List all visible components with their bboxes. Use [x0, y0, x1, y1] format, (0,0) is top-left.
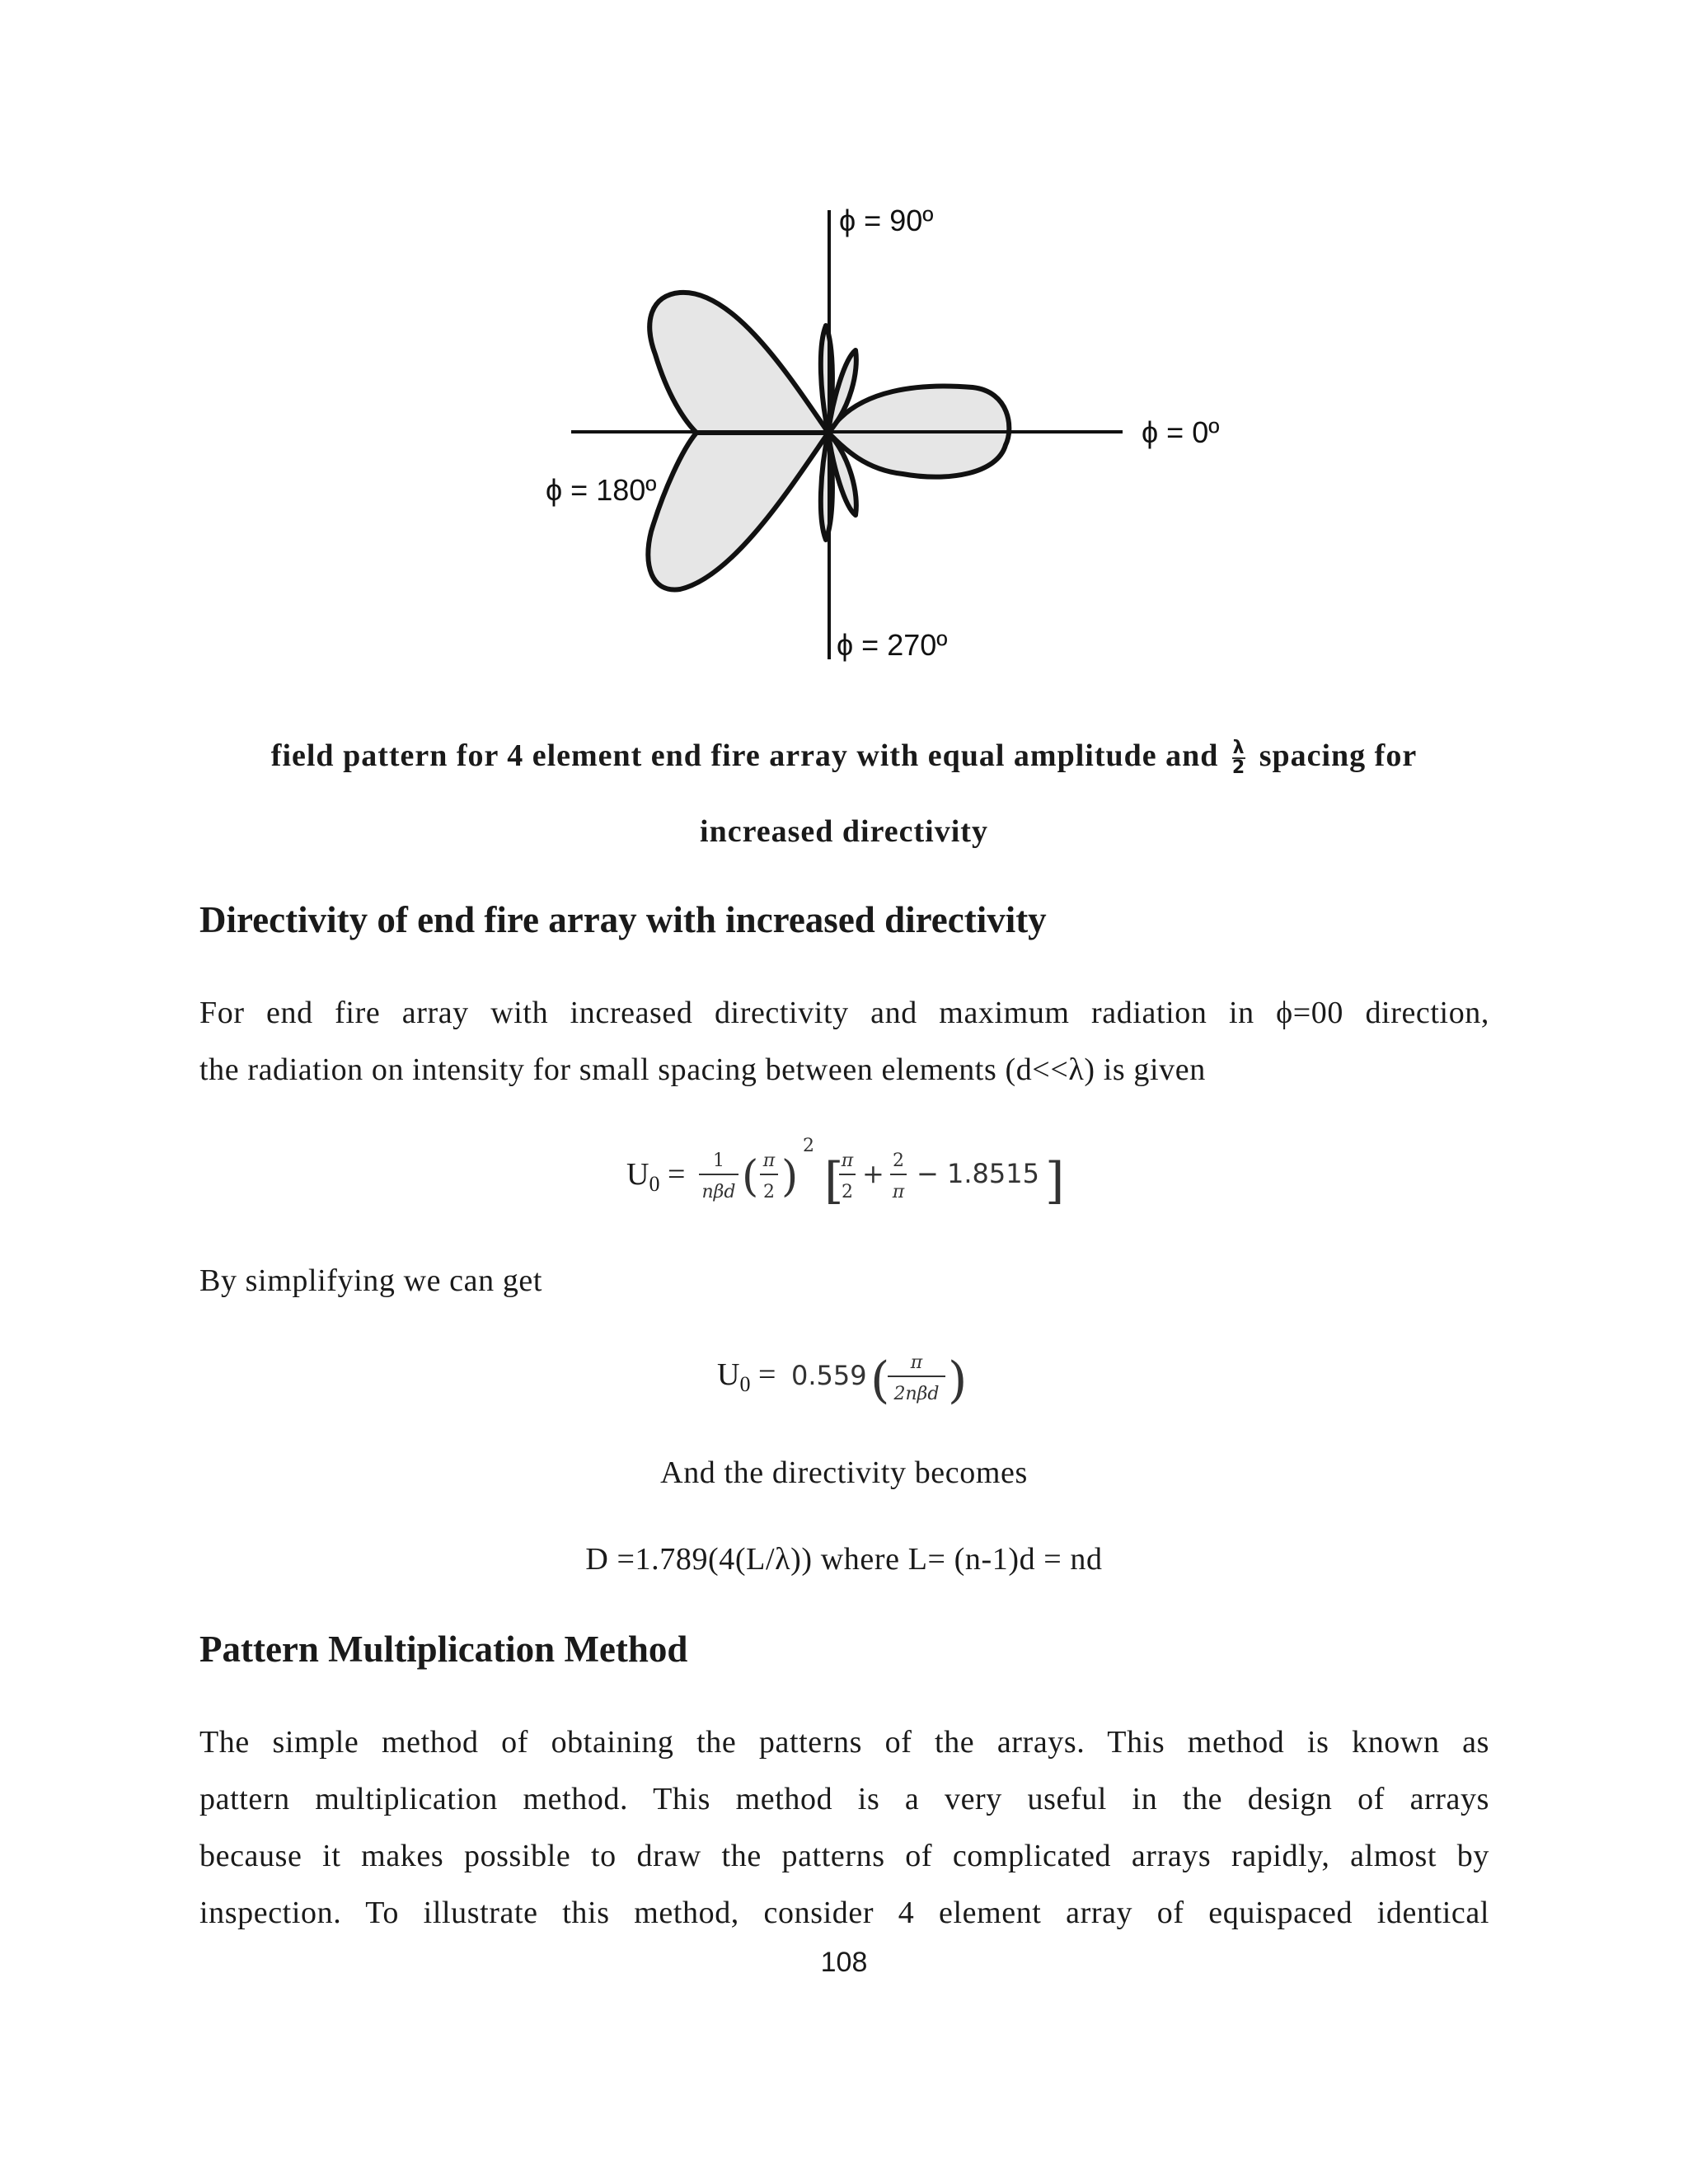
- equation-u0-full-svg: [626, 1133, 1071, 1224]
- fraction-denominator: 2: [1231, 757, 1246, 779]
- paragraph-line: For end fire array with increased directivity and maximum radiation in ϕ=00 direction,: [199, 996, 1489, 1030]
- svg-text:]: ]: [1045, 1152, 1065, 1210]
- svg-text:+: +: [862, 1158, 884, 1189]
- paragraph-line: the radiation on intensity for small spacing between elements (d<<λ) is given: [199, 1052, 1206, 1087]
- figure-caption-line2: increased directivity: [700, 814, 988, 849]
- svg-text:π: π: [762, 1151, 776, 1171]
- svg-text:[: [: [824, 1152, 844, 1210]
- paragraph-pattern-multiplication: [199, 1714, 1489, 1942]
- section-heading-pattern-multiplication: Pattern Multiplication Method: [199, 1629, 688, 1670]
- directivity-formula-line: D =1.789(4(L/λ)) where L= (n-1)d = nd: [585, 1542, 1103, 1577]
- polar-pattern-diagram: [528, 190, 1228, 701]
- equation-u0-simplified: [717, 1339, 981, 1426]
- svg-text:π: π: [910, 1352, 923, 1373]
- paragraph-line: By simplifying we can get: [199, 1263, 543, 1298]
- equation-u0-full: [626, 1133, 1071, 1228]
- svg-text:U0 =: $U_0$ =: [626, 1157, 686, 1196]
- svg-text:− 1.8515: − 1.8515: [917, 1158, 1039, 1189]
- svg-text:2: 2: [803, 1136, 814, 1156]
- label-phi-0: ϕ = 0º: [1142, 415, 1220, 449]
- caption-text-post: spacing for: [1259, 738, 1418, 773]
- lambda-over-2-fraction: [1232, 739, 1245, 777]
- svg-text:1: 1: [713, 1151, 724, 1171]
- fraction-numerator: λ: [1232, 738, 1245, 759]
- svg-text:π: π: [841, 1151, 854, 1171]
- svg-text:0.559: 0.559: [791, 1360, 867, 1391]
- paragraph-simplifying: [199, 1253, 1489, 1310]
- svg-text:(: (: [742, 1152, 759, 1202]
- paragraph-line: inspection. To illustrate this method, consider 4 element array of equispaced identical: [199, 1896, 1489, 1930]
- svg-text:2: 2: [763, 1182, 775, 1202]
- caption-text-pre: field pattern for 4 element end fire array with equal amplitude and: [270, 738, 1219, 773]
- svg-text:): ): [948, 1352, 968, 1409]
- paragraph-line: The simple method of obtaining the patterns of the arrays. This method is known as: [199, 1725, 1489, 1760]
- svg-text:nβd: nβd: [701, 1182, 736, 1202]
- label-phi-90: ϕ = 90º: [839, 204, 934, 237]
- paragraph-line: pattern multiplication method. This method is a very useful in the design of arrays: [199, 1782, 1489, 1816]
- major-lobe-upper: [649, 293, 828, 433]
- svg-text:π: π: [892, 1182, 905, 1202]
- svg-text:2: 2: [842, 1182, 853, 1202]
- field-pattern-figure: [528, 190, 1228, 701]
- directivity-becomes-line: And the directivity becomes: [660, 1455, 1028, 1490]
- svg-text:): ): [781, 1152, 799, 1202]
- figure-caption-line1: [165, 738, 1523, 777]
- paragraph-line: because it makes possible to draw the patterns of complicated arrays rapidly, almost by: [199, 1839, 1489, 1873]
- paragraph-directivity: [199, 985, 1489, 1099]
- label-phi-180: ϕ = 180º: [546, 473, 657, 507]
- svg-text:(: (: [870, 1352, 890, 1409]
- equation-u0-simplified-svg: [717, 1339, 981, 1422]
- page-number: 108: [820, 1947, 868, 1978]
- section-heading-directivity: Directivity of end fire array with increased directivity: [199, 899, 1047, 940]
- svg-text:2: 2: [893, 1151, 904, 1171]
- major-lobe-lower: [648, 433, 828, 589]
- label-phi-270: ϕ = 270º: [837, 628, 948, 662]
- svg-text:2nβd: 2nβd: [893, 1384, 940, 1404]
- svg-text:U0 =: $U_0$ =: [717, 1357, 776, 1396]
